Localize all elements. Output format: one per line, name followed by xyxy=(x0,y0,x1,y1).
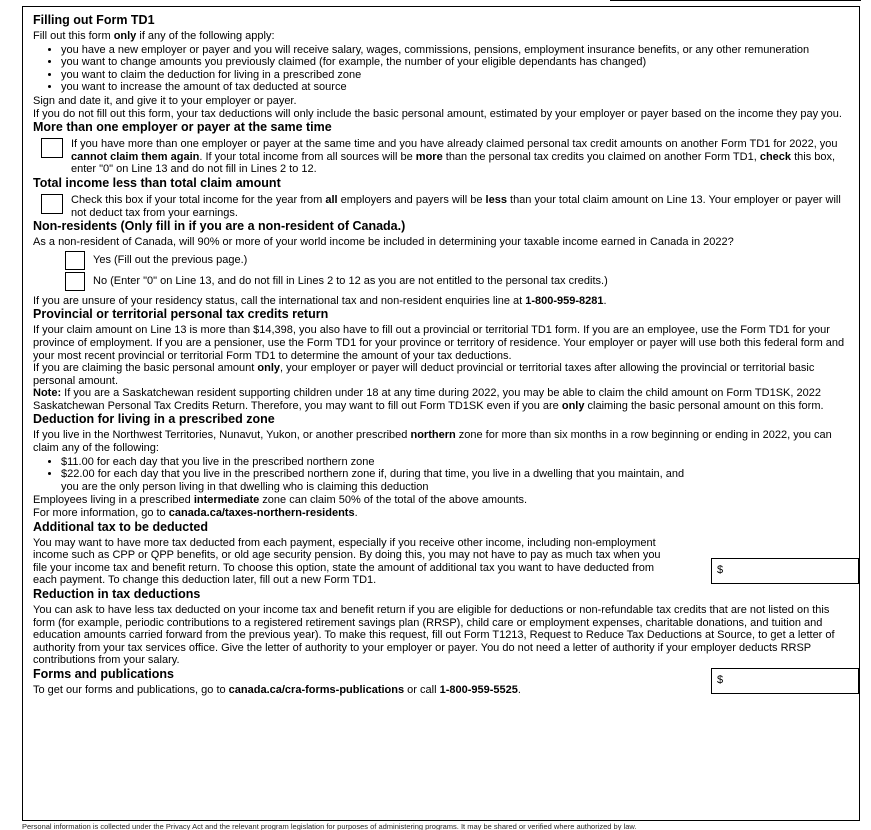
mtoe-text-2: . If your total income from all sources will be xyxy=(199,150,416,163)
section-heading-additional-tax: Additional tax to be deducted xyxy=(33,519,209,534)
mtoe-bold-2: more xyxy=(415,150,443,163)
forms-mid: or call xyxy=(404,683,440,696)
total-income-less-text xyxy=(71,193,849,219)
list-item: • $22.00 for each day that you live in the prescribed northern zone if, during that time, you live in a dwelling that you maintain, and you are the only person living in that dwelling who is claiming this deduction xyxy=(61,468,701,493)
filling-bullet-list xyxy=(33,44,849,94)
unsure-phone: 1-800-959-8281 xyxy=(525,294,604,307)
non-residents-question: As a non-resident of Canada, will 90% or more of your world income be included in determining your taxable income earned in Canada in 2022? xyxy=(33,236,734,249)
filling-sign-line: Sign and date it, and give it to your employer or payer. xyxy=(33,94,297,107)
top-rule xyxy=(610,0,861,1)
section-heading-more-than-one-employer: More than one employer or payer at the same time xyxy=(33,120,332,135)
more-than-one-employer-text xyxy=(71,137,849,176)
pz-p3-pre: For more information, go to xyxy=(33,507,169,520)
filling-intro-pre: Fill out this form xyxy=(33,30,114,42)
prescribed-zone-amount-box[interactable] xyxy=(711,558,859,584)
section-heading-total-income-less: Total income less than total claim amount xyxy=(33,175,281,190)
pz-p1-bold: northern xyxy=(410,429,456,442)
mtoe-bold-1: cannot claim them again xyxy=(71,150,200,163)
prov-note-label: Note: xyxy=(33,387,62,400)
non-residents-no-checkbox[interactable] xyxy=(65,272,85,291)
pz-p1-pre: If you live in the Northwest Territories, Nunavut, Yukon, or another prescribed xyxy=(33,429,411,442)
non-residents-unsure-line xyxy=(33,295,849,308)
mtoe-text-3: than the personal tax credits you claimed on another Form TD1, xyxy=(442,150,760,163)
section-heading-prescribed-zone: Deduction for living in a prescribed zone xyxy=(33,412,275,427)
filling-nofill-line: If you do not fill out this form, your tax deductions will only include the basic personal amount, estimated by your employer or payer based on the income they pay you. xyxy=(33,107,842,120)
reduction-paragraph: You can ask to have less tax deducted on your income tax and benefit return if you are eligible for deductions or non-refundable tax credits that are not listed on this form (for example, periodic contributions to a registered retirement savings plan (RRSP), child care or employment expenses, charitable donations, and tuition and education amounts carried forward from the previous year). To make this request, fill out Form T1213, Request to Reduce Tax Deductions at Source, to get a letter of authority from your tax services office. Give the letter of authority to your employer or payer. You do not need a letter of authority if your employer deducts RRSP contributions from your salary. xyxy=(33,604,835,667)
unsure-pre: If you are unsure of your residency status, call the international tax and non-resident enquiries line at xyxy=(33,294,526,307)
til-text-2: employers and payers will be xyxy=(337,193,486,206)
section-heading-filling-out: Filling out Form TD1 xyxy=(33,13,155,27)
pz-p1-post: zone for more than six months in a row beginning or ending in 2022, you can claim any of the following: xyxy=(33,429,832,455)
mtoe-text-4: this box, enter "0" on Line 13 and do not fill in Lines 2 to 12. xyxy=(71,150,836,176)
provincial-note xyxy=(33,387,849,412)
non-residents-yes-checkbox[interactable] xyxy=(65,251,85,270)
section-heading-non-residents: Non-residents (Only fill in if you are a non-resident of Canada.) xyxy=(33,219,406,234)
pz-p3-link[interactable]: canada.ca/taxes-northern-residents xyxy=(168,507,355,520)
filling-intro-post: if any of the following apply: xyxy=(136,30,275,42)
section-heading-forms-publications: Forms and publications xyxy=(33,666,174,681)
prescribed-zone-paragraph-3 xyxy=(33,507,849,520)
more-than-one-employer-row xyxy=(41,137,849,176)
list-item: • you have a new employer or payer and you will receive salary, wages, commissions, pensions, employment insurance benefits, or any other remuneration xyxy=(61,44,849,57)
prov-note-text-2: claiming the basic personal amount on this form. xyxy=(584,399,824,412)
section-heading-provincial: Provincial or territorial personal tax credits return xyxy=(33,307,329,322)
dollar-sign-icon: $ xyxy=(717,564,724,576)
non-residents-no-label: No (Enter "0" on Line 13, and do not fill in Lines 2 to 12 as you are not entitled to the personal tax credits.) xyxy=(93,274,608,287)
list-item: • you want to change amounts you previously claimed (for example, the number of your eligible dependants has changed) xyxy=(61,56,849,69)
form-content-frame xyxy=(22,6,860,821)
filling-intro xyxy=(33,30,849,43)
total-income-less-checkbox[interactable] xyxy=(41,194,63,214)
total-income-less-row xyxy=(41,193,849,219)
prescribed-zone-bullet-list xyxy=(33,456,849,494)
forms-link[interactable]: canada.ca/cra-forms-publications xyxy=(228,683,405,696)
privacy-footer-note: Personal information is collected under the Privacy Act and the relevant program legislation for purposes of administering programs. It may be shared or verified where authorized by law. xyxy=(22,822,637,830)
pz-p2-post: zone can claim 50% of the total of the above amounts. xyxy=(259,494,528,507)
section-heading-reduction: Reduction in tax deductions xyxy=(33,587,201,601)
non-residents-no-row xyxy=(65,272,849,291)
unsure-post: . xyxy=(603,294,607,307)
list-item: • you want to increase the amount of tax deducted at source xyxy=(61,81,849,94)
non-residents-yes-label: Yes (Fill out the previous page.) xyxy=(93,253,248,266)
til-text-1: Check this box if your total income for the year from xyxy=(71,193,326,206)
more-than-one-employer-checkbox[interactable] xyxy=(41,138,63,158)
prov-note-text-1: If you are a Saskatchewan resident supporting children under 18 at any time during 2022, you may be able to claim the child amount on Form TD1SK, 2022 Saskatchewan Personal Tax Credits Return. Therefore, you may want to fill out Form TD1SK even if you are xyxy=(33,387,821,412)
prescribed-zone-paragraph-2 xyxy=(33,494,849,507)
prescribed-zone-paragraph-1 xyxy=(33,429,849,454)
non-residents-yes-row xyxy=(65,251,849,270)
pz-p2-bold: intermediate xyxy=(193,494,260,507)
provincial-paragraph-1: If your claim amount on Line 13 is more than $14,398, you also have to fill out a provincial or territorial TD1 form. If you are an employee, use the Form TD1 for your province of employment. If you are a pensioner, use the Form TD1 for your province or territory of residence. Your employer or payer will use both this federal form and your most recent provincial or territorial Form TD1 to determine the amount of your tax deductions. xyxy=(33,324,845,362)
forms-pre: To get our forms and publications, go to xyxy=(33,683,229,696)
mtoe-text-1: If you have more than one employer or payer at the same time and you have already claimed personal tax credit amounts on another Form TD1 for 2022, you xyxy=(71,138,838,151)
list-item: • you want to claim the deduction for living in a prescribed zone xyxy=(61,69,849,82)
prov-p2-bold: only xyxy=(257,362,281,375)
additional-tax-paragraph: You may want to have more tax deducted from each payment, especially if you receive other income, including non-employment income such as CPP or QPP benefits, or old age security pension. By doing this, you may not have to pay as much tax when you file your income tax and benefit return. To choose this option, state the amount of additional tax you want to have deducted from each payment. To change this deduction later, fill out a new Form TD1. xyxy=(33,536,661,587)
forms-phone: 1-800-959-5525 xyxy=(439,683,518,696)
pz-p3-post: . xyxy=(354,507,358,520)
prov-p2-pre: If you are claiming the basic personal amount xyxy=(33,362,258,375)
additional-tax-amount-box[interactable] xyxy=(711,668,859,694)
prov-p2-post: , your employer or payer will deduct provincial or territorial taxes after allowing the provincial or territorial basic personal amount. xyxy=(33,362,815,387)
til-bold-1: all xyxy=(325,193,338,206)
til-text-3: than your total claim amount on Line 13. Your employer or payer will not deduct tax from your earnings. xyxy=(71,193,841,219)
provincial-paragraph-2 xyxy=(33,362,849,387)
pz-p2-pre: Employees living in a prescribed xyxy=(33,494,194,507)
forms-post: . xyxy=(517,683,521,696)
prov-note-bold-2: only xyxy=(561,399,585,412)
dollar-sign-icon: $ xyxy=(717,674,724,686)
filling-intro-bold: only xyxy=(113,30,137,42)
til-bold-2: less xyxy=(485,193,507,206)
mtoe-bold-3: check xyxy=(759,150,792,163)
list-item: • $11.00 for each day that you live in the prescribed northern zone xyxy=(61,456,849,469)
